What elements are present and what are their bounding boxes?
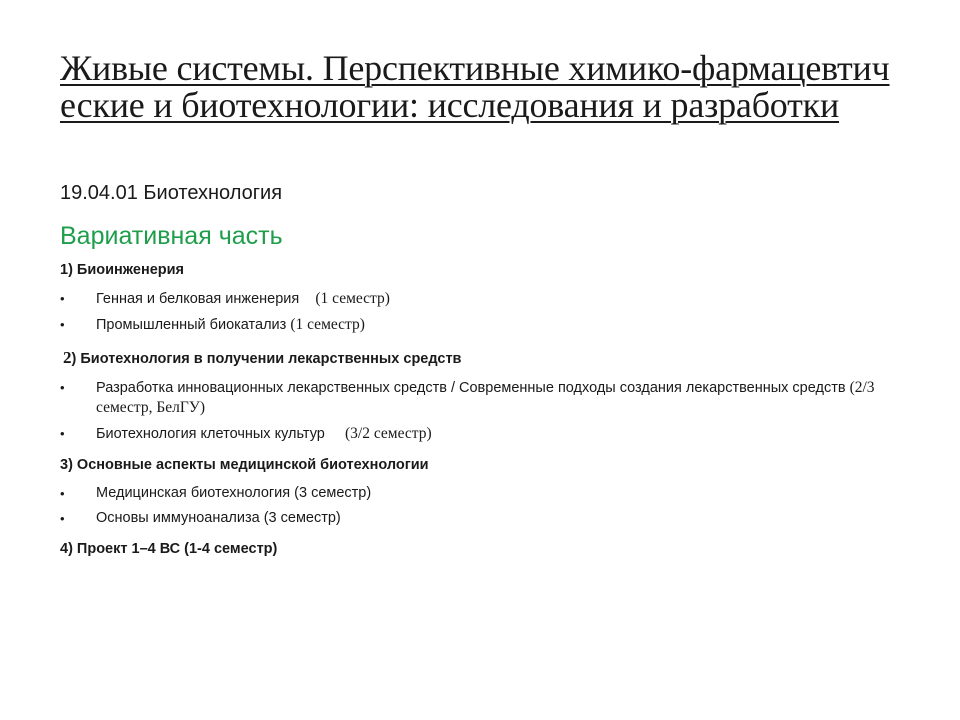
group-heading-1: 1) Биоинженерия [60,262,184,278]
bullet-icon: • [60,511,65,526]
item-text: Биотехнология клеточных культур [96,426,325,442]
list-item [60,289,910,309]
group-heading-4: 4) Проект 1–4 ВС (1-4 семестр) [60,541,278,557]
content-list [60,261,910,568]
item-text: Генная и белковая инженерия [96,291,300,307]
heading-number: 2 [63,348,72,367]
list-item [60,378,910,418]
item-note: (2/3 семестр, БелГУ) [96,379,875,416]
list-item [60,424,910,444]
item-note: (3/2 семестр) [345,425,432,442]
item-note: (1 семестр) [290,316,365,333]
item-text: Промышленный биокатализ [96,317,287,333]
list-item [60,484,910,503]
list-item [60,509,910,528]
item-text: Основы иммуноанализа (3 семестр) [96,510,341,526]
bullet-icon: • [60,486,65,501]
group-heading-3: 3) Основные аспекты медицинской биотехнологии [60,457,429,473]
group-heading-2 [60,349,910,368]
item-text: Медицинская биотехнология (3 семестр) [96,485,372,501]
section-heading-variative: Вариативная часть [60,222,283,250]
program-code: 19.04.01 Биотехнология [60,182,283,204]
bullet-icon: • [60,426,65,441]
bullet-icon: • [60,380,65,395]
heading-text: ) Биотехнология в получении лекарственных средств [71,351,462,367]
item-text: Разработка инновационных лекарственных средств / Современные подходы создания лекарственных средств [96,380,846,396]
list-item [60,315,910,335]
bullet-icon: • [60,317,65,332]
item-note: (1 семестр) [315,290,390,307]
bullet-icon: • [60,291,65,306]
slide-title: Живые системы. Перспективные химико-фармацевтические и биотехнологии: исследования и разработки [60,48,890,125]
